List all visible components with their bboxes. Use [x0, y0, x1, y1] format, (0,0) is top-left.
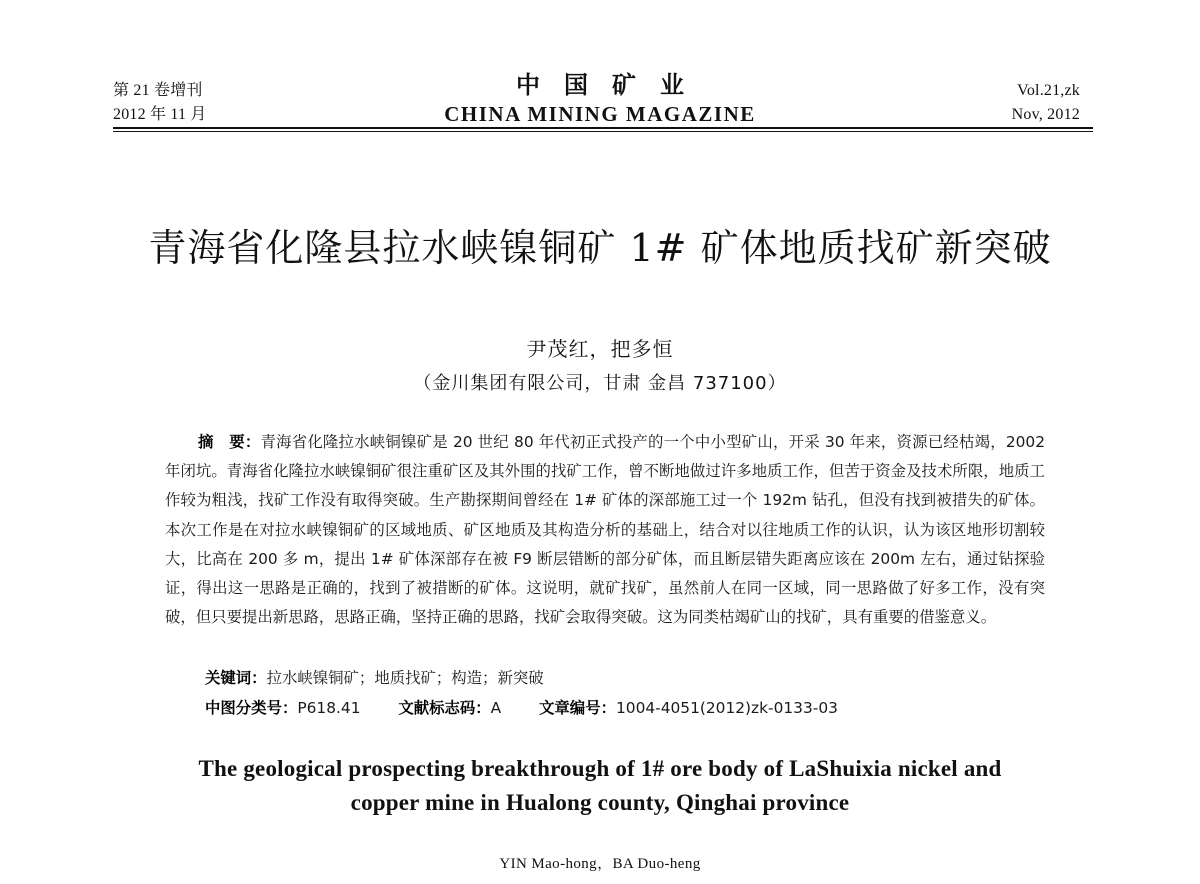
- document-code-value: A: [490, 699, 502, 717]
- paper-title: 青海省化隆县拉水峡镍铜矿 1# 矿体地质找矿新突破: [148, 226, 1052, 270]
- article-number-value: 1004-4051(2012)zk-0133-03: [615, 699, 838, 717]
- keywords-label: 关键词：: [205, 669, 267, 687]
- header-rule-thin: [113, 131, 1093, 132]
- journal-title-english: CHINA MINING MAGAZINE: [444, 102, 756, 126]
- keywords-text: 拉水峡镍铜矿；地质找矿；构造；新突破: [266, 669, 544, 687]
- volume-info-right: [860, 79, 1080, 127]
- volume-issue: 第 21 卷增刊: [113, 82, 203, 99]
- article-number-label: 文章编号：: [539, 699, 616, 717]
- header-rule-thick: [113, 127, 1093, 129]
- document-code-label: 文献标志码：: [398, 699, 491, 717]
- english-title-line-1: The geological prospecting breakthrough of 1# ore body of LaShuixia nickel and: [198, 756, 1002, 781]
- english-title: [0, 752, 1200, 820]
- publication-date-english: Nov, 2012: [1011, 106, 1080, 123]
- abstract-text: 青海省化隆拉水峡铜镍矿是 20 世纪 80 年代初正式投产的一个中小型矿山，开采 30 年来，资源已经枯竭，2002 年闭坑。青海省化隆拉水峡镍铜矿很注重矿区及其外围的找矿工作，曾不断地做过许多地质工作，但苦于资金及技术所限，地质工作较为粗浅，找矿工作没有取得突破。生产勘探期间曾经在 1# 矿体的深部施工过一个 192m 钻孔，但没有找到被措失的矿体。本次工作是在对拉水峡镍铜矿的区域地质、矿区地质及其构造分析的基础上，结合对以往地质工作的认识，认为该区地形切割较大，比高在 200 多 m，提出 1# 矿体深部存在被 F9 断层错断的部分矿体，而且断层错失距离应该在 200m 左右，通过钻探验证，得出这一思路是正确的，找到了被措断的矿体。这说明，就矿找矿，虽然前人在同一区域，同一思路做了好多工作，没有突破，但只要提出新思路，思路正确，坚持正确的思路，找矿会取得突破。这为同类枯竭矿山的找矿，具有重要的借鉴意义。: [165, 433, 1045, 627]
- english-authors: YIN Mao-hong，BA Duo-heng: [499, 856, 701, 872]
- class-label: 中图分类号：: [205, 699, 298, 717]
- keywords: [205, 664, 1045, 692]
- paper-authors: 尹茂红，把多恒: [526, 337, 674, 361]
- journal-title-chinese: 中国矿业: [516, 71, 708, 99]
- classification-line: [205, 694, 1045, 722]
- class-value: P618.41: [297, 699, 361, 717]
- abstract-label: 摘 要：: [198, 433, 261, 451]
- publication-date: 2012 年 11 月: [113, 106, 207, 123]
- volume-code: Vol.21,zk: [1017, 82, 1080, 99]
- abstract: [165, 428, 1045, 632]
- english-title-line-2: copper mine in Hualong county, Qinghai province: [350, 790, 850, 815]
- author-affiliation: （金川集团有限公司，甘肃 金昌 737100）: [413, 373, 787, 394]
